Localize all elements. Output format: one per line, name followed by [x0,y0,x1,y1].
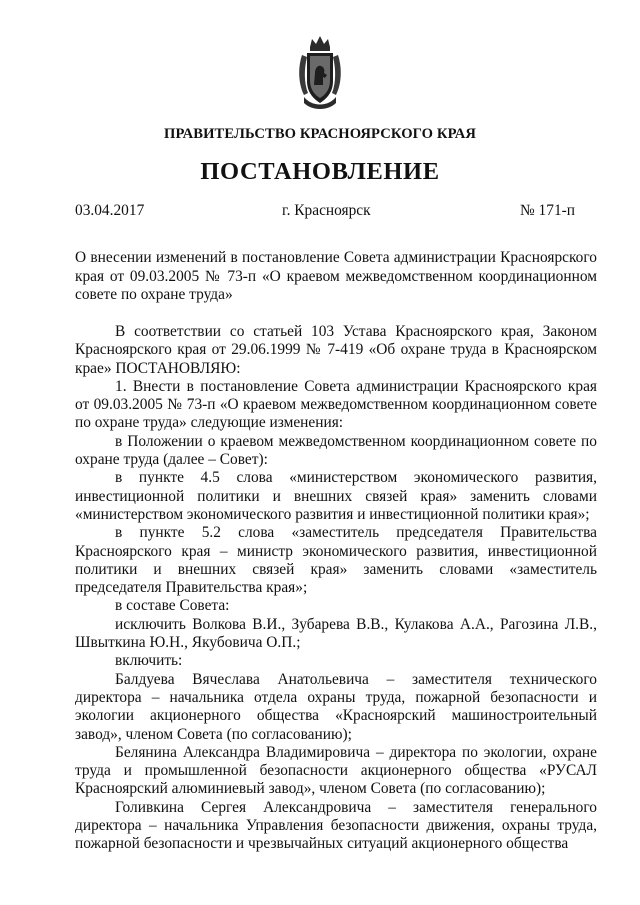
document-place: г. Красноярск [282,202,371,219]
document-type: ПОСТАНОВЛЕНИЕ [200,158,440,185]
coat-of-arms-emblem-icon [296,33,344,113]
paragraph-include: включить: [115,652,183,670]
document-number: № 171-п [520,202,575,219]
document-meta-row [75,202,575,222]
document-subject: О внесении изменений в постановление Совета администрации Красноярского края от 09.03.2005 № 73-п «О краевом межведомственном координационном совете по охране труда» [75,249,597,303]
document-date: 03.04.2017 [75,202,145,219]
paragraph-exclude: исключить Волкова В.И., Зубарева В.В., Кулакова А.А., Рагозина Л.В., Швыткина Ю.Н., Якубовича О.П.; [75,615,597,652]
paragraph-regulation: в Положении о краевом межведомственном координационном совете по охране труда (далее – Совет): [75,432,597,469]
paragraph-member-belyanin: Белянина Александра Владимировича – директора по экологии, охране труда и промышленной безопасности акционерного общества «РУСАЛ Красноярский алюминиевый завод», членом Совета (по согласованию); [75,743,597,798]
document-body [75,323,597,854]
paragraph-clause-5-2: в пункте 5.2 слова «заместитель председателя Правительства Красноярского края – министр экономического развития, инвестиционной политики и внешних связей края» заменить словами «заместитель председателя Правительства края»; [75,524,597,597]
paragraph-item-1: 1. Внести в постановление Совета администрации Красноярского края от 09.03.2005 № 73-п «О краевом межведомственном координационном совете по охране труда» следующие изменения: [75,377,597,432]
organization-name: ПРАВИТЕЛЬСТВО КРАСНОЯРСКОГО КРАЯ [164,126,476,142]
paragraph-clause-4-5: в пункте 4.5 слова «министерством экономического развития, инвестиционной политики и внешних связей края» заменить словами «министерством экономического развития и инвестиционной политики края»; [75,469,597,523]
paragraph-council-composition: в составе Совета: [115,597,230,615]
paragraph-member-golivkin: Голивкина Сергея Александровича – заместителя генерального директора – начальника Управления безопасности движения, охраны труда, пожарной безопасности и чрезвычайных ситуаций акционерного общества [75,798,597,853]
paragraph-preamble: В соответствии со статьей 103 Устава Красноярского края, Законом Красноярского края от 29.06.1999 № 7-419 «Об охране труда в Красноярском крае» ПОСТАНОВЛЯЮ: [75,323,597,377]
paragraph-member-balduev: Балдуева Вячеслава Анатольевича – заместителя технического директора – начальника отдела охраны труда, пожарной безопасности и экологии акционерного общества «Красноярский машиностроительный завод», членом Совета (по согласованию); [75,670,597,743]
